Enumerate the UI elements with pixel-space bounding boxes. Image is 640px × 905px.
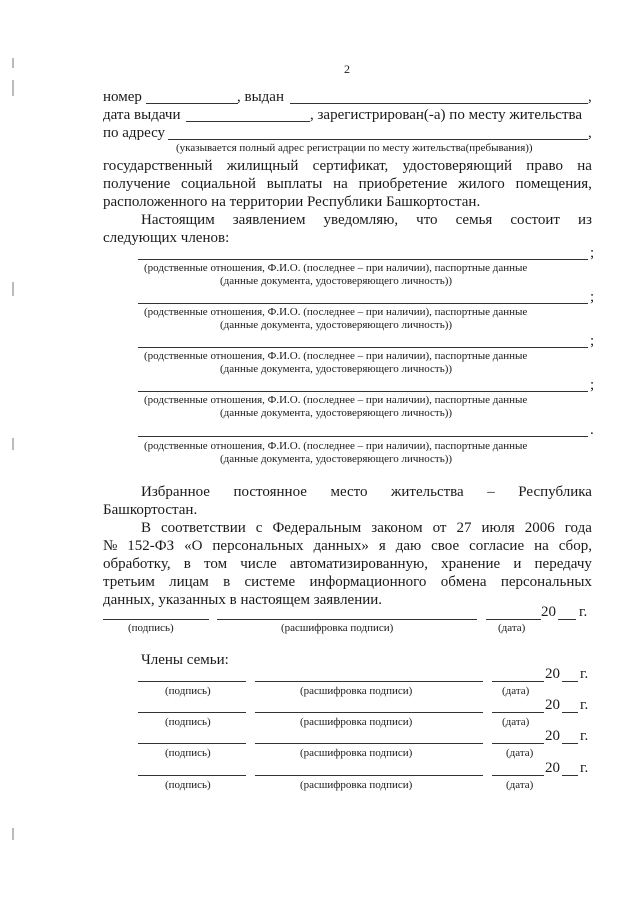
caption-decode: (расшифровка подписи) [300, 747, 413, 759]
member-hint: (данные документа, удостоверяющего личность)) [220, 319, 453, 331]
member-hint: (родственные отношения, Ф.И.О. (последнее – при наличии), паспортные данные [144, 306, 528, 318]
paragraph-line: государственный жилищный сертификат, удостоверяющий право на [103, 158, 592, 174]
line-end: , [588, 125, 592, 141]
field-address[interactable] [168, 139, 588, 140]
field-issue-date[interactable] [186, 121, 310, 122]
consent-line: обработку, в том числе автоматизированную, хранение и передачу [103, 556, 592, 572]
field-member-year[interactable] [562, 775, 578, 776]
member-hint: (родственные отношения, Ф.И.О. (последнее – при наличии), паспортные данные [144, 350, 528, 362]
caption-date: (дата) [498, 622, 526, 634]
scan-edge-mark [12, 828, 14, 840]
member-hint: (родственные отношения, Ф.И.О. (последнее – при наличии), паспортные данные [144, 262, 528, 274]
year-suffix: г. [580, 666, 589, 682]
field-member-date[interactable] [492, 775, 544, 776]
member-hint: (данные документа, удостоверяющего личность)) [220, 407, 453, 419]
residence-line: Башкортостан. [103, 502, 198, 518]
field-member-signature[interactable] [138, 743, 246, 744]
field-member-year[interactable] [562, 743, 578, 744]
scan-edge-mark [12, 80, 14, 96]
member-hint: (данные документа, удостоверяющего личность)) [220, 275, 453, 287]
field-member-2[interactable] [138, 303, 588, 304]
field-member-5[interactable] [138, 436, 588, 437]
member-hint: (данные документа, удостоверяющего личность)) [220, 453, 453, 465]
label-number: номер [103, 89, 142, 105]
field-issued-by[interactable] [290, 103, 588, 104]
line-end: , [588, 89, 592, 105]
scan-edge-mark [12, 282, 14, 296]
line-end: ; [590, 377, 595, 393]
label-address: по адресу [103, 125, 166, 141]
scan-edge-mark [12, 438, 14, 450]
field-member-decode[interactable] [255, 743, 483, 744]
field-member-3[interactable] [138, 347, 588, 348]
field-number[interactable] [146, 103, 238, 104]
field-member-signature[interactable] [138, 775, 246, 776]
line-end: ; [590, 289, 595, 305]
line-end: ; [590, 245, 595, 261]
caption-signature: (подпись) [165, 747, 211, 759]
caption-signature: (подпись) [128, 622, 174, 634]
field-member-date[interactable] [492, 712, 544, 713]
consent-line: данных, указанных в настоящем заявлении. [103, 592, 383, 608]
year-prefix: 20 [545, 697, 560, 713]
label-issue-date: дата выдачи [103, 107, 181, 123]
field-year[interactable] [558, 619, 576, 620]
address-hint: (указывается полный адрес регистрации по месту жительства(пребывания)) [176, 142, 533, 154]
field-member-year[interactable] [562, 712, 578, 713]
member-hint: (родственные отношения, Ф.И.О. (последнее – при наличии), паспортные данные [144, 394, 528, 406]
field-member-date[interactable] [492, 681, 544, 682]
year-prefix: 20 [545, 666, 560, 682]
caption-decode: (расшифровка подписи) [300, 716, 413, 728]
consent-line: В соответствии с Федеральным законом от 27 июля 2006 года [141, 520, 592, 536]
field-signature[interactable] [103, 619, 209, 620]
field-member-decode[interactable] [255, 681, 483, 682]
year-suffix: г. [580, 728, 589, 744]
caption-date: (дата) [502, 716, 530, 728]
caption-date: (дата) [506, 779, 534, 791]
consent-line: № 152-ФЗ «О персональных данных» я даю свое согласие на сбор, [103, 538, 592, 554]
caption-date: (дата) [506, 747, 534, 759]
line-end: ; [590, 333, 595, 349]
label-issued: , выдан [237, 89, 284, 105]
caption-date: (дата) [502, 685, 530, 697]
year-suffix: г. [580, 697, 589, 713]
caption-decode: (расшифровка подписи) [281, 622, 394, 634]
year-suffix: г. [580, 760, 589, 776]
field-member-1[interactable] [138, 259, 588, 260]
residence-line: Избранное постоянное место жительства – Республика [141, 484, 592, 500]
field-member-decode[interactable] [255, 712, 483, 713]
year-prefix: 20 [541, 604, 556, 620]
label-registered: , зарегистрирован(-а) по месту жительства [310, 107, 583, 123]
caption-decode: (расшифровка подписи) [300, 779, 413, 791]
consent-line: третьим лицам в системе информационного обмена персональных [103, 574, 592, 590]
year-prefix: 20 [545, 728, 560, 744]
line-end: . [590, 422, 594, 438]
field-member-year[interactable] [562, 681, 578, 682]
caption-signature: (подпись) [165, 716, 211, 728]
family-title: Члены семьи: [141, 652, 229, 668]
paragraph-line: получение социальной выплаты на приобретение жилого помещения, [103, 176, 592, 192]
field-member-decode[interactable] [255, 775, 483, 776]
member-hint: (родственные отношения, Ф.И.О. (последнее – при наличии), паспортные данные [144, 440, 528, 452]
paragraph-line: Настоящим заявлением уведомляю, что семья состоит из [141, 212, 592, 228]
field-member-4[interactable] [138, 391, 588, 392]
scan-edge-mark [12, 58, 14, 68]
field-member-signature[interactable] [138, 681, 246, 682]
paragraph-line: расположенного на территории Республики Башкортостан. [103, 194, 481, 210]
year-suffix: г. [579, 604, 588, 620]
caption-decode: (расшифровка подписи) [300, 685, 413, 697]
caption-signature: (подпись) [165, 779, 211, 791]
caption-signature: (подпись) [165, 685, 211, 697]
field-member-date[interactable] [492, 743, 544, 744]
member-hint: (данные документа, удостоверяющего личность)) [220, 363, 453, 375]
field-signature-decode[interactable] [217, 619, 477, 620]
year-prefix: 20 [545, 760, 560, 776]
page-number: 2 [344, 62, 350, 76]
field-member-signature[interactable] [138, 712, 246, 713]
paragraph-line: следующих членов: [103, 230, 230, 246]
field-date[interactable] [486, 619, 541, 620]
